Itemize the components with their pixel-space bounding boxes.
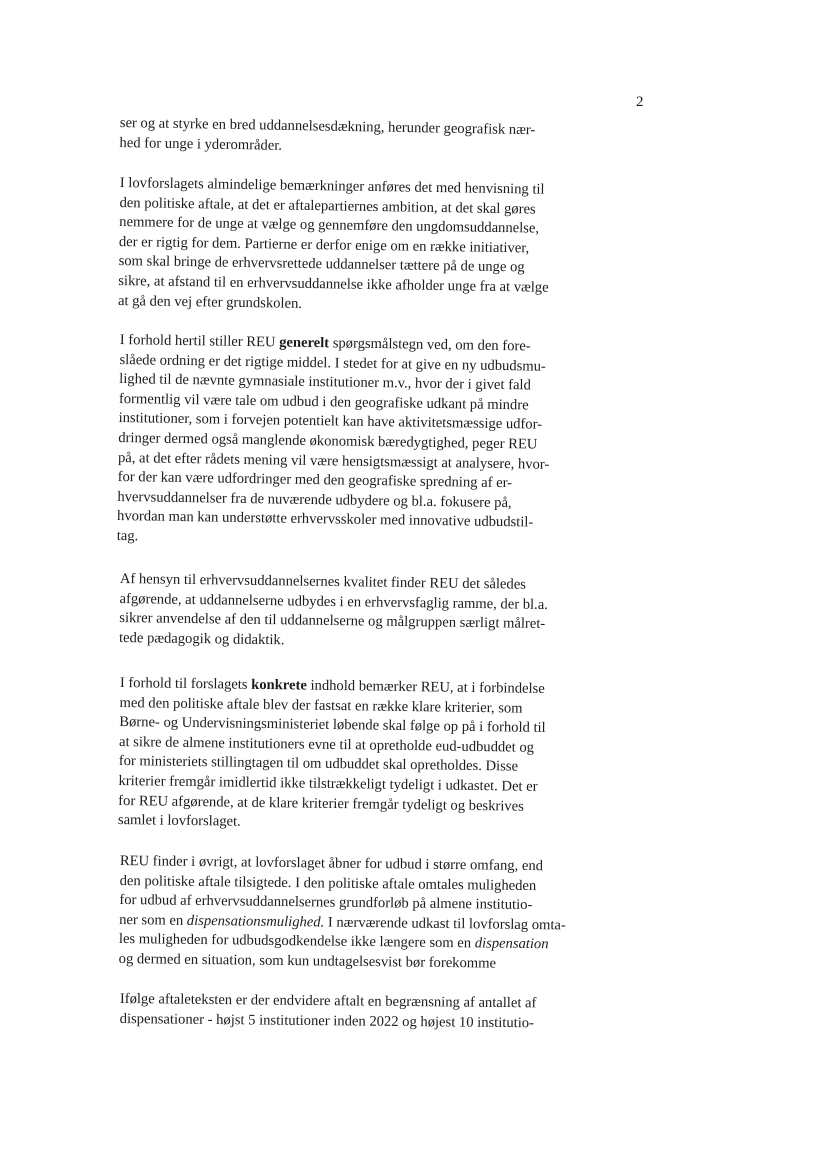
text-line: at sikre de almene institutioners evne til at opretholde eud-udbuddet og — [118, 733, 535, 756]
text-line: dringer dermed også manglende økonomisk bæredygtighed, peger REU — [118, 429, 538, 453]
text-line: Ifølge aftaleteksten er der endvidere aftalt en begrænsning af antallet af — [119, 990, 537, 1012]
emphasis-konkrete: konkrete — [251, 676, 307, 694]
text-line: formentlig vil være tale om udbud i den geografiske udkant på mindre — [118, 390, 529, 414]
paragraph-3 — [117, 331, 600, 554]
emphasis-dispensationsmulighed: dispensationsmulighed. — [186, 912, 325, 931]
text-line: hvervsuddannelser fra de nuværende udbydere og bl.a. fokusere på, — [117, 488, 512, 511]
text-line: tede pædagogik og didaktik. — [118, 629, 285, 649]
text-run: les muligheden for udbudsgodkendelse ikke længere som en — [118, 931, 475, 952]
text-line: sikre, at afstand til en erhvervsuddannelse ikke afholder unge fra at vælge — [118, 272, 549, 296]
paragraph-5 — [118, 674, 600, 837]
text-line: ser og at styrke en bred uddannelsesdækning, herunder geografisk nær- — [119, 114, 536, 139]
text-run: spørgsmålstegn ved, om den fore- — [328, 335, 531, 355]
text-run: I nærværende udkast til lovforslag omta- — [324, 914, 566, 934]
text-line: for der kan være udfordringer med den geografiske spredning af er- — [117, 469, 513, 492]
text-line: der er rigtig for dem. Partierne er derfor enige om en række initiativer, — [118, 233, 530, 257]
text-line: Af hensyn til erhvervsuddannelsernes kvalitet finder REU det således — [119, 570, 527, 593]
text-line: på, at det efter rådets mening vil være hensigtsmæssigt at analysere, hvor- — [117, 449, 550, 473]
text-run: indhold bemærker REU, at i forbindelse — [306, 677, 545, 697]
text-line: for REU afgørende, at de klare kriterier fremgår tydeligt og beskrives — [118, 792, 524, 815]
paragraph-6 — [119, 852, 600, 975]
text-line: med den politiske aftale blev der fastsat en række klare kriterier, som — [119, 694, 523, 717]
text-line: institutioner, som i forvejen potentielt kan have aktivitetsmæssige udfor- — [118, 410, 543, 434]
text-line: tag. — [116, 527, 139, 545]
text-line: Børne- og Undervisningsministeriet løbende skal følge op på i forhold til — [119, 714, 546, 737]
text-line: lighed til de nævnte gymnasiale institutioner m.v., hvor der i givet fald — [119, 371, 531, 394]
text-run: I forhold hertil stiller REU — [119, 331, 280, 351]
text-run: ner som en — [119, 911, 187, 929]
text-line: den politiske aftale, at det er aftalepartiernes ambition, at det skal gøres — [119, 194, 536, 218]
paragraph-7 — [120, 990, 600, 1034]
text-line: hed for unge i yderområder. — [119, 134, 283, 154]
text-line: I lovforslagets almindelige bemærkninger anføres det med henvisning til — [119, 174, 545, 198]
text-line: samlet i lovforslaget. — [117, 812, 241, 830]
paragraph-1 — [119, 114, 600, 162]
text-line: som skal bringe de erhvervsrettede uddannelser tættere på de unge og — [118, 253, 525, 276]
text-line: sikrer anvendelse af den til uddannelserne og målgruppen særligt målret- — [119, 610, 546, 633]
page-number: 2 — [636, 94, 644, 110]
text-line: hvordan man kan understøtte erhvervsskoler med innovative udbudstil- — [116, 508, 534, 531]
text-line: kriterier fremgår imidlertid ikke tilstrækkeligt tydeligt i udkastet. Det er — [118, 772, 538, 795]
text-line: at gå den vej efter grundskolen. — [117, 292, 303, 312]
text-line: afgørende, at uddannelserne udbydes i en erhvervsfaglig ramme, der bl.a. — [119, 590, 548, 613]
text-line: slåede ordning er det rigtige middel. I stedet for at give en ny udbudsmu- — [119, 351, 546, 375]
text-line: dispensationer - højst 5 institutioner inden 2022 og højest 10 institutio- — [119, 1010, 535, 1031]
text-run: I forhold til forslagets — [119, 674, 252, 693]
emphasis-generelt: generelt — [279, 334, 330, 352]
paragraph-2 — [118, 174, 600, 319]
text-line: og dermed en situation, som kun undtagelsesvist bør forekomme — [118, 950, 497, 972]
text-line: for udbud af erhvervsuddannelsernes grundforløb på almene institutio- — [119, 892, 533, 914]
paragraph-4 — [119, 570, 600, 655]
text-line: den politiske aftale tilsigtede. I den politiske aftale omtales muligheden — [119, 872, 537, 894]
emphasis-dispensation: dispensation — [474, 935, 549, 953]
text-line: REU finder i øvrigt, at lovforslaget åbner for udbud i større omfang, end — [119, 852, 544, 875]
text-line: nemmere for de unge at vælge og gennemføre den ungdomsuddannelse, — [119, 214, 540, 237]
text-line: for ministeriets stillingtagen til om udbuddet skal opretholdes. Disse — [118, 753, 519, 775]
